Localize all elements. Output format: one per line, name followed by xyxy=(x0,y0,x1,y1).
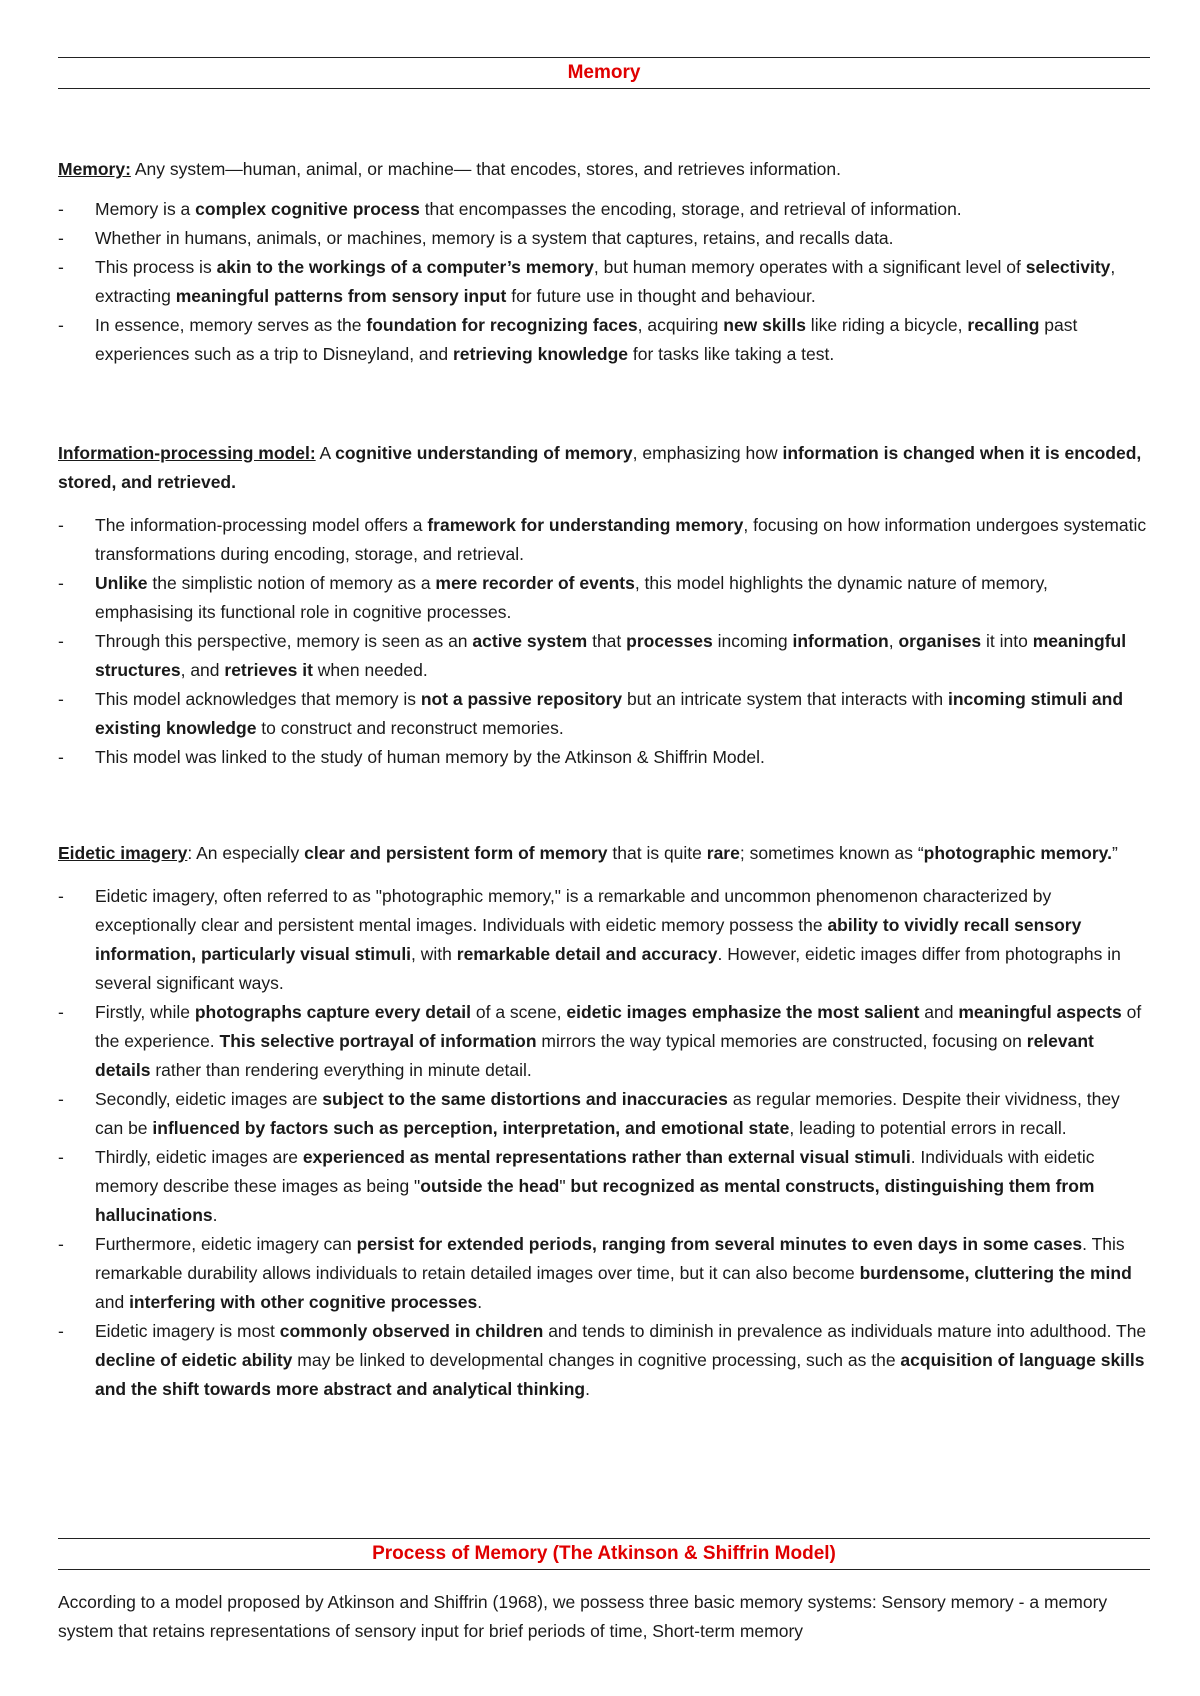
list-item: - This process is akin to the workings of a computer’s memory, but human memory operates with a significant level of selectivity, extracting meaningful patterns from sensory input for future use in thought and behaviour. xyxy=(58,253,1150,311)
section-eidetic-imagery xyxy=(58,839,1150,1404)
section-heading-memory: Memory xyxy=(58,57,1150,89)
bullet-list xyxy=(58,195,1150,369)
list-item: - Unlike the simplistic notion of memory as a mere recorder of events, this model highlights the dynamic nature of memory, emphasising its functional role in cognitive processes. xyxy=(58,569,1150,627)
section-heading-process-of-memory: Process of Memory (The Atkinson & Shiffrin Model) xyxy=(58,1538,1150,1570)
bullet-list xyxy=(58,511,1150,772)
list-item: - Through this perspective, memory is seen as an active system that processes incoming information, organises it into meaningful structures, and retrieves it when needed. xyxy=(58,627,1150,685)
section-information-processing xyxy=(58,439,1150,772)
definition-memory xyxy=(58,155,1150,184)
definition-text: Any system—human, animal, or machine— that encodes, stores, and retrieves information. xyxy=(130,159,841,179)
list-item: - Memory is a complex cognitive process that encompasses the encoding, storage, and retrieval of information. xyxy=(58,195,1150,224)
intro-paragraph: According to a model proposed by Atkinson and Shiffrin (1968), we possess three basic memory systems: Sensory memory - a memory system that retains representations of sensory input for brief periods of time, Short-term memory xyxy=(58,1592,1108,1641)
definition-eidetic-imagery: Eidetic imagery: An especially clear and persistent form of memory that is quite rare; sometimes known as “photographic memory.” xyxy=(58,843,1118,863)
term-label: Memory: xyxy=(58,159,131,179)
section-atkinson-shiffrin xyxy=(58,1588,1150,1646)
term-label: Information-processing model: xyxy=(58,443,316,463)
list-item: - Eidetic imagery is most commonly observed in children and tends to diminish in prevalence as individuals mature into adulthood. The decline of eidetic ability may be linked to developmental changes in cognitive processing, such as the acquisition of language skills and the shift towards more abstract and analytical thinking. xyxy=(58,1317,1150,1404)
list-item: - This model was linked to the study of human memory by the Atkinson & Shiffrin Model. xyxy=(58,743,1150,772)
list-item: - Secondly, eidetic images are subject to the same distortions and inaccuracies as regular memories. Despite their vividness, they can be influenced by factors such as perception, interpretation, and emotional state, leading to potential errors in recall. xyxy=(58,1085,1150,1143)
list-item: - Thirdly, eidetic images are experienced as mental representations rather than external visual stimuli. Individuals with eidetic memory describe these images as being "outside the head" but recognized as mental constructs, distinguishing them from hallucinations. xyxy=(58,1143,1150,1230)
list-item: - In essence, memory serves as the foundation for recognizing faces, acquiring new skills like riding a bicycle, recalling past experiences such as a trip to Disneyland, and retrieving knowledge for tasks like taking a test. xyxy=(58,311,1150,369)
list-item: - Firstly, while photographs capture every detail of a scene, eidetic images emphasize the most salient and meaningful aspects of the experience. This selective portrayal of information mirrors the way typical memories are constructed, focusing on relevant details rather than rendering everything in minute detail. xyxy=(58,998,1150,1085)
list-item: - Eidetic imagery, often referred to as "photographic memory," is a remarkable and uncommon phenomenon characterized by exceptionally clear and persistent mental images. Individuals with eidetic memory possess the ability to vividly recall sensory information, particularly visual stimuli, with remarkable detail and accuracy. However, eidetic images differ from photographs in several significant ways. xyxy=(58,882,1150,998)
term-label: Eidetic imagery xyxy=(58,843,188,863)
section-memory xyxy=(58,155,1150,369)
list-item: - Furthermore, eidetic imagery can persist for extended periods, ranging from several minutes to even days in some cases. This remarkable durability allows individuals to retain detailed images over time, but it can also become burdensome, cluttering the mind and interfering with other cognitive processes. xyxy=(58,1230,1150,1317)
list-item: - The information-processing model offers a framework for understanding memory, focusing on how information undergoes systematic transformations during encoding, storage, and retrieval. xyxy=(58,511,1150,569)
bullet-list xyxy=(58,882,1150,1404)
definition-information-processing: Information-processing model: A cognitive understanding of memory, emphasizing how information is changed when it is encoded, stored, and retrieved. xyxy=(58,443,1142,492)
list-item: - Whether in humans, animals, or machines, memory is a system that captures, retains, and recalls data. xyxy=(58,224,1150,253)
list-item: - This model acknowledges that memory is not a passive repository but an intricate system that interacts with incoming stimuli and existing knowledge to construct and reconstruct memories. xyxy=(58,685,1150,743)
